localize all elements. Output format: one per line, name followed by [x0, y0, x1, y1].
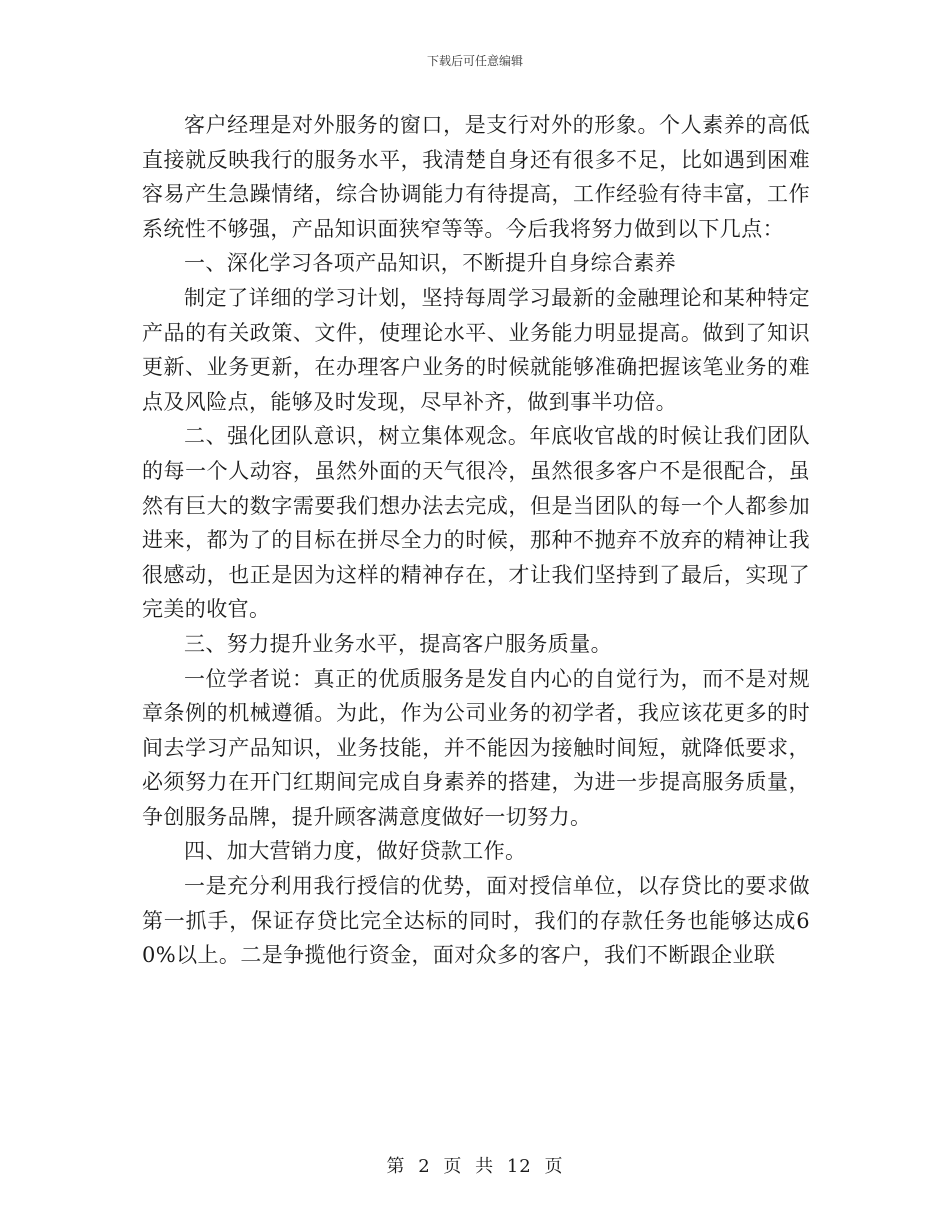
- heading-section-1: 一、深化学习各项产品知识，不断提升自身综合素养: [184, 251, 677, 276]
- heading-section-4: 四、加大营销力度，做好贷款工作。: [184, 839, 527, 864]
- paragraph-section-1: 制定了详细的学习计划，坚持每周学习最新的金融理论和某种特定产品的有关政策、文件，使理论水平、业务能力明显提高。做到了知识更新、业务更新，在办理客户业务的时候就能够准确把握该笔业务的难点及风险点，能够及时发现，尽早补齐，做到事半功倍。: [142, 285, 810, 414]
- paragraph-section-3: 一位学者说：真正的优质服务是发自内心的自觉行为，而不是对规章条例的机械遵循。为此，作为公司业务的初学者，我应该花更多的时间去学习产品知识，业务技能，并不能因为接触时间短，就降低要求，必须努力在开门红期间完成自身素养的搭建，为进一步提高服务质量，争创服务品牌，提升顾客满意度做好一切努力。: [142, 666, 810, 829]
- document-body: [142, 108, 810, 973]
- heading-section-3: 三、努力提升业务水平，提高客户服务质量。: [184, 631, 612, 656]
- page-header: 下载后可任意编辑: [426, 54, 523, 68]
- paragraph-section-4: 一是充分利用我行授信的优势，面对授信单位，以存贷比的要求做第一抓手，保证存贷比完全达标的同时，我们的存款任务也能够达成60%以上。二是争揽他行资金，面对众多的客户，我们不断跟企业联: [142, 874, 810, 968]
- paragraph-section-2: 二、强化团队意识，树立集体观念。年底收官战的时候让我们团队的每一个人动容，虽然外面的天气很冷，虽然很多客户不是很配合，虽然有巨大的数字需要我们想办法去完成，但是当团队的每一个人都参加进来，都为了的目标在拼尽全力的时候，那种不抛弃不放弃的精神让我很感动，也正是因为这样的精神存在，才让我们坚持到了最后，实现了完美的收官。: [142, 424, 810, 622]
- paragraph-intro: 客户经理是对外服务的窗口，是支行对外的形象。个人素养的高低直接就反映我行的服务水平，我清楚自身还有很多不足，比如遇到困难容易产生急躁情绪，综合协调能力有待提高，工作经验有待丰富，工作系统性不够强，产品知识面狭窄等等。今后我将努力做到以下几点：: [142, 113, 810, 241]
- page-number: 第 2 页 共 12 页: [386, 1156, 564, 1177]
